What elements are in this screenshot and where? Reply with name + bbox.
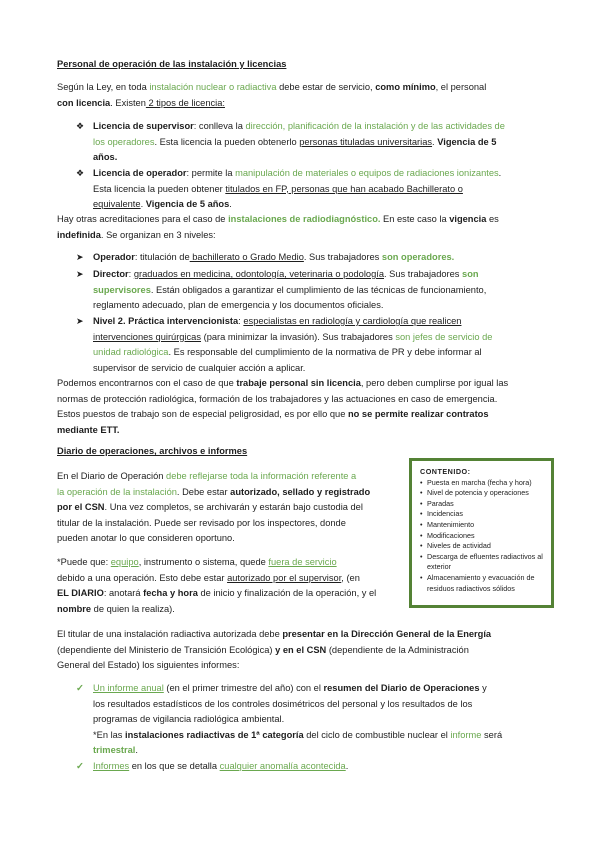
contenido-item: • Paradas [420,499,545,510]
contenido-title: CONTENIDO: [420,467,471,476]
check-icon: ✓ [76,683,84,693]
list-item-informe-anual: ✓ Un informe anual (en el primer trimestre del año) con el resumen del Diario de Operaciones y los resultados estadísticos de los controles dosimétricos del personal y los resultados de los programas de vigilancia radiológica ambiental. *En las instalaciones radiactivas de 1ª categoría del ciclo de combustible nuclear el informe será trimestral. [76,683,503,756]
contenido-box [409,458,554,608]
paragraph-radiodiagnostico: Hay otras acreditaciones para el caso de instalaciones de radiodiagnóstico. En este caso la vigencia es indefinida. Se organizan en 3 niveles: [57,214,499,240]
contenido-item: • Mantenimiento [420,520,545,531]
list-item-licencia-supervisor: ❖ Licencia de supervisor: conlleva la dirección, planificación de la instalación y de las actividades de los operadores. Esta licencia la pueden obtenerlo personas tituladas universitarias. Vigencia de 5 años. [76,121,505,163]
arrow-bullet-icon: ➤ [76,252,84,262]
contenido-item: • Incidencias [420,509,545,520]
list-item-nivel-2: ➤ Nivel 2. Práctica intervencionista: especialistas en radiología y cardiología que realicen intervenciones quirúrgicas (para minimizar la invasión). Sus trabajadores son jefes de servicio de unidad radiológica. Es responsable del cumplimiento de la normativa de PR y debe informar al supervisor de servicio de cualquier acción a aplicar. [76,316,493,373]
arrow-bullet-icon: ➤ [76,316,84,326]
diamond-bullet-icon: ❖ [76,121,85,131]
paragraph-fuera-servicio: *Puede que: equipo, instrumento o sistema, quede fuera de servicio debido a una operación. Esto debe estar autorizado por el supervisor, (en EL DIARIO: anotará fecha y hora de inicio y finalización de la operación, y el nombre de quien la realiza). [57,557,377,614]
contenido-item: • Modificaciones [420,531,545,542]
list-item-operador: ➤ Operador: titulación de bachillerato o Grado Medio. Sus trabajadores son operadores. [93,250,545,266]
contenido-item: • Nivel de potencia y operaciones [420,488,545,499]
diamond-bullet-icon: ❖ [76,168,85,178]
contenido-item: • Descarga de efluentes radiactivos al exterior [420,552,545,573]
paragraph-ley: Según la Ley, en toda instalación nuclear o radiactiva debe estar de servicio, como mínimo, el personal con licencia. Existen 2 tipos de licencia: [57,82,487,108]
section-heading-personal: Personal de operación de las instalación y licencias [57,59,287,69]
paragraph-titular: El titular de una instalación radiactiva autorizada debe presentar en la Dirección General de la Energía (dependiente del Ministerio de Transición Ecológica) y en el CSN (dependiente de la Administración General del Estado) los siguientes informes: [57,629,492,671]
contenido-item: • Almacenamiento y evacuación de residuos radiactivos sólidos [420,573,545,594]
list-item-informes-anomalia: ✓ Informes en los que se detalla cualquier anomalía acontecida. [93,759,545,775]
paragraph-diario: En el Diario de Operación debe reflejarse toda la información referente a la operación de la instalación. Debe estar autorizado, sellado y registrado por el CSN. Una vez completos, se archivarán y estarán bajo custodia del titular de la instalación. Puede ser revisado por los inspectores, donde pueden anotar lo que consideren oportuno. [57,471,371,544]
list-item-licencia-operador: ❖ Licencia de operador: permite la manipulación de materiales o equipos de radiaciones ionizantes. Esta licencia la pueden obtener titulados en FP, personas que han acabado Bachillerato o equivalente. Vigencia de 5 años. [76,168,502,210]
check-icon: ✓ [76,761,84,771]
paragraph-sin-licencia: Podemos encontrarnos con el caso de que trabaje personal sin licencia, pero deben cumplirse por igual las normas de protección radiológica, formación de los trabajadores y las actuaciones en caso de emergencia. Estos puestos de trabajo son de especial peligrosidad, es por ello que no se permite realizar contratos mediante ETT. [57,378,509,435]
section-heading-diario: Diario de operaciones, archivos e informes [57,446,248,456]
list-item-director: ➤ Director: graduados en medicina, odontología, veterinaria o podología. Sus trabajadores son supervisores. Están obligados a garantizar el cumplimiento de las técnicas de funcionamiento, reglamento adecuado, plan de emergencia y los documentos oficiales. [76,269,487,311]
contenido-item: • Niveles de actividad [420,541,545,552]
contenido-item: • Puesta en marcha (fecha y hora) [420,478,545,489]
arrow-bullet-icon: ➤ [76,269,84,279]
